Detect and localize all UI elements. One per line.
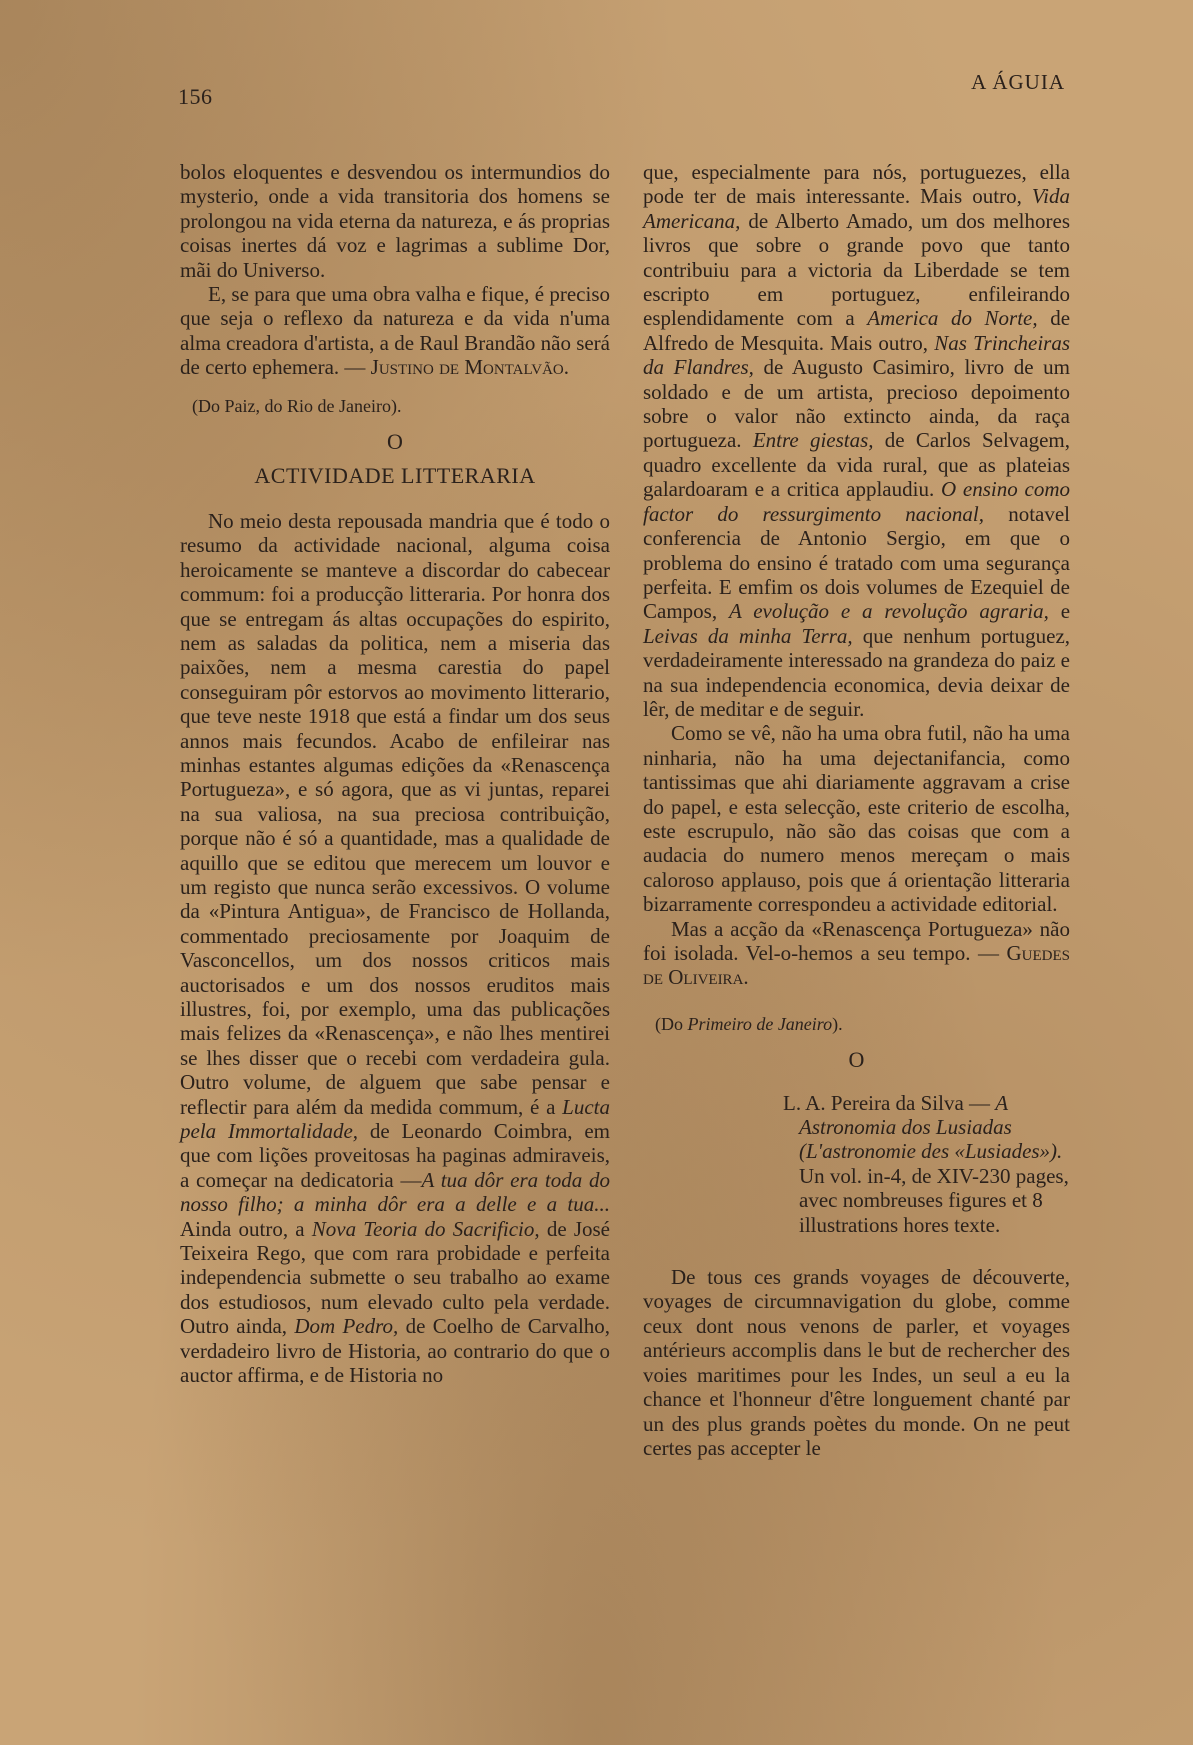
book-title: Nas Trincheiras da Flandres, xyxy=(643,330,1071,380)
book-title: A Astronomia dos Lusiadas (L'astronomie des «Lusiades»). xyxy=(799,1090,1063,1164)
book-title: Leivas da minha Terra, xyxy=(643,623,853,648)
right-column xyxy=(643,160,1070,1460)
book-entry-text xyxy=(783,1091,1070,1237)
section-separator: O xyxy=(848,1047,865,1073)
source-citation: (Do Paiz, do Rio de Janeiro). xyxy=(192,395,402,416)
paragraph: bolos eloquentes e desvendou os intermundios do mysterio, onde a vida transitoria dos homens se prolongou na vida eterna da natureza, e ás proprias coisas inertes dá voz e lagrimas a sublime Dor, mãi do Universo. xyxy=(180,160,610,282)
paragraph: De tous ces grands voyages de découverte, voyages de circumnavigation du globe, comme ceux dont nous venons de parler, et voyages antérieurs accomplis dans le but de rechercher des voies maritimes pour les Indes, un seul a eu la chance et l'honneur d'être longuement chanté par un des plus grands poètes du monde. On ne peut certes pas accepter le xyxy=(643,1265,1070,1460)
book-title: Nova Teoria do Sacrificio, xyxy=(311,1216,540,1241)
book-title: O ensino como factor do ressurgimento nacional, xyxy=(643,477,1071,526)
paragraph: que, especialmente para nós, portuguezes, ella pode ter de mais interessante. Mais outro, Vida Americana, de Alberto Amado, um dos melhores livros que sobre o grande povo que tanto contribuiu para a victoria da Liberdade se tem escripto em portuguez, enfileirando esplendidamente com a America do Norte, de Alfredo de Mesquita. Mais outro, Nas Trincheiras da Flandres, de Augusto Casimiro, livro de um soldado e de um artista, precioso depoimento sobre o valor não extincto ainda, da raça portugueza. Entre giestas, de Carlos Selvagem, quadro excellente da vida rural, que as plateias galardoaram e a critica applaudiu. O ensino como factor do ressurgimento nacional, notavel conferencia de Antonio Sergio, em que o problema do ensino é tratado com uma segurança perfeita. E emfim os dois volumes de Ezequiel de Campos, A evolução e a revolução agraria, e Leivas da minha Terra, que nenhum portuguez, verdadeiramente interessado na grandeza do paiz e na sua independencia economica, devia deixar de lêr, de meditar e de seguir. xyxy=(643,160,1071,721)
book-title: Vida Americana, xyxy=(643,184,1071,233)
book-review-entry xyxy=(783,1091,1070,1237)
section-title: ACTIVIDADE LITTERARIA xyxy=(254,463,536,489)
book-details: Un vol. in-4, de XIV-230 pages, avec nombreuses figures et 8 illustrations hores texte. xyxy=(799,1163,1069,1237)
book-title: America do Norte, xyxy=(867,306,1038,331)
book-title: A evolução e a revolução agraria, xyxy=(728,599,1049,624)
book-title: Dom Pedro, xyxy=(294,1314,399,1339)
book-title: Lucta pela Immortalidade, xyxy=(180,1094,610,1144)
author-signature: Guedes de Oliveira. xyxy=(643,941,1071,990)
left-column xyxy=(180,160,610,1388)
section-separator: O xyxy=(387,429,403,455)
book-author: L. A. Pereira da Silva — xyxy=(783,1090,991,1115)
paragraph: Mas a acção da «Renascença Portugueza» não foi isolada. Vel-o-hemos a seu tempo. — Guedes de Oliveira. xyxy=(643,916,1071,990)
paragraph: No meio desta repousada mandria que é todo o resumo da actividade nacional, alguma coisa heroicamente se manteve a discordar do cabecear commum: foi a producção litteraria. Por honra dos que se entregam ás altas occupações do espirito, nem as saladas da politica, nem a miseria das paixões, nem a mesma carestia do papel conseguiram pôr estorvos ao movimento litterario, que teve neste 1918 que está a findar um dos seus annos mais fecundos. Acabo de enfileirar nas minhas estantes algumas edições da «Renascença Portugueza», e só agora, que as vi juntas, reparei na sua valiosa, na sua preciosa contribuição, porque não é só a quantidade, mas a qualidade de aquillo que se editou que merecem um louvor e um registo que nunca serão excessivos. O volume da «Pintura Antigua», de Francisco de Hollanda, commentado preciosamente por Joaquim de Vasconcellos, um dos nossos criticos mais auctorisados e um dos nossos eruditos mais illustres, foi, por exemplo, uma das publicações mais felizes da «Renascença», e não lhes mentirei se lhes disser que o recebi com verdadeira gula. Outro volume, de alguem que sabe pensar e reflectir para além da medida commum, é a Lucta pela Immortalidade, de Leonardo Coimbra, em que com lições proveitosas ha paginas admiraveis, a começar na dedicatoria —A tua dôr era toda do nosso filho; a minha dôr era a delle e a tua... Ainda outro, a Nova Teoria do Sacrificio, de José Teixeira Rego, que com rara probidade e perfeita independencia submette o seu trabalho ao exame dos estudiosos, num elevado culto pela verdade. Outro ainda, Dom Pedro, de Coelho de Carvalho, verdadeiro livro de Historia, ao contrario do que o auctor affirma, e de Historia no xyxy=(180,508,611,1388)
author-signature: Justino de Montalvão. xyxy=(370,355,569,380)
journal-title: A ÁGUIA xyxy=(971,70,1065,94)
paragraph: Como se vê, não ha uma obra futil, não ha uma ninharia, não ha uma dejectanifancia, como tantissimas que ahi diariamente aggravam a crise do papel, e esta selecção, este criterio de escolha, este escrupulo, não são das coisas que com a audacia do numero menos mereçam o mais caloroso applauso, pois que á orientação litteraria bizarramente correspondeu a actividade editorial. xyxy=(643,721,1070,917)
dedication-quote: A tua dôr era toda do nosso filho; a minha dôr era a delle e a tua... xyxy=(180,1167,610,1217)
book-title: Entre giestas, xyxy=(752,428,874,453)
page-number: 156 xyxy=(178,84,213,109)
source-citation: (Do Primeiro de Janeiro). xyxy=(655,1013,843,1034)
paragraph: E, se para que uma obra valha e fique, é preciso que seja o reflexo da natureza e da vida n'uma alma creadora d'artista, a de Raul Brandão não será de certo ephemera. — Justino de Montalvão. xyxy=(180,282,610,380)
